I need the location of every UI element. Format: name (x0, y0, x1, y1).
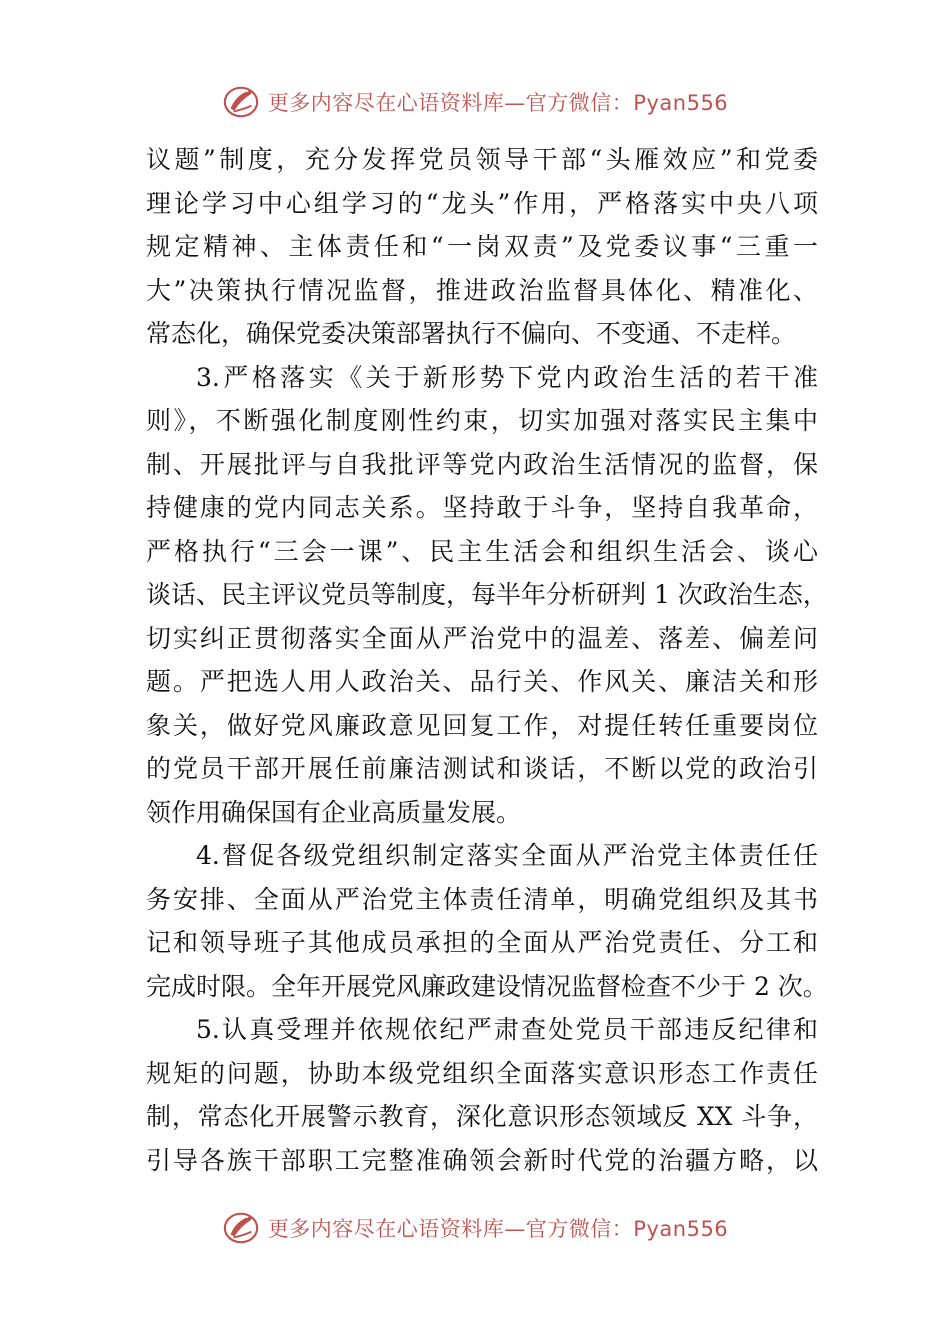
body-line: 题。严把选人用人政治关、品行关、作风关、廉洁关和形 (146, 667, 818, 696)
body-line: 规矩的问题，协助本级党组织全面落实意识形态工作责任 (146, 1058, 818, 1088)
body-line: 记和领导班子其他成员承担的全面从严治党责任、分工和 (146, 928, 818, 957)
body-line: 则》，不断强化制度刚性约束，切实加强对落实民主集中 (146, 406, 818, 435)
pen-scroll-logo-icon (222, 1209, 260, 1247)
header-banner-text: 更多内容尽在心语资料库—官方微信：Pyan556 (267, 91, 729, 115)
body-line: 完成时限。全年开展党风廉政建设情况监督检查不少于 2 次。 (146, 971, 828, 1001)
body-line: 大”决策执行情况监督，推进政治监督具体化、精准化、 (146, 275, 818, 305)
body-line: 制，常态化开展警示教育，深化意识形态领域反 XX 斗争， (146, 1102, 818, 1131)
body-line: 务安排、全面从严治党主体责任清单，明确党组织及其书 (146, 884, 818, 914)
footer-banner (0, 1206, 950, 1250)
body-line: 引导各族干部职工完整准确领会新时代党的治疆方略，以 (146, 1145, 818, 1175)
body-line: 议题”制度，充分发挥党员领导干部“头雁效应”和党委 (146, 145, 818, 174)
body-line: 3.严格落实《关于新形势下党内政治生活的若干准 (196, 362, 818, 392)
pen-scroll-logo-icon (222, 83, 260, 121)
body-line: 4.督促各级党组织制定落实全面从严治党主体责任任 (196, 841, 818, 870)
body-line: 5.认真受理并依规依纪严肃查处党员干部违反纪律和 (196, 1015, 818, 1044)
header-banner (0, 80, 950, 124)
body-line: 的党员干部开展任前廉洁测试和谈话，不断以党的政治引 (146, 754, 818, 783)
body-line: 制、开展批评与自我批评等党内政治生活情况的监督，保 (146, 449, 818, 479)
body-line: 规定精神、主体责任和“一岗双责”及党委议事“三重一 (146, 232, 818, 261)
body-line: 持健康的党内同志关系。坚持敢于斗争，坚持自我革命， (146, 493, 818, 522)
body-line: 切实纠正贯彻落实全面从严治党中的温差、落差、偏差问 (146, 623, 818, 653)
body-line: 谈话、民主评议党员等制度，每半年分析研判 1 次政治生态， (146, 580, 828, 609)
body-line: 领作用确保国有企业高质量发展。 (146, 797, 522, 827)
body-line: 象关，做好党风廉政意见回复工作，对提任转任重要岗位 (146, 710, 818, 740)
body-line: 严格执行“三会一课”、民主生活会和组织生活会、谈心 (146, 536, 818, 566)
body-line: 理论学习中心组学习的“龙头”作用，严格落实中央八项 (146, 188, 818, 218)
body-line: 常态化，确保党委决策部署执行不偏向、不变通、不走样。 (146, 319, 797, 348)
footer-banner-text: 更多内容尽在心语资料库—官方微信：Pyan556 (267, 1217, 729, 1241)
document-body (146, 138, 828, 1182)
